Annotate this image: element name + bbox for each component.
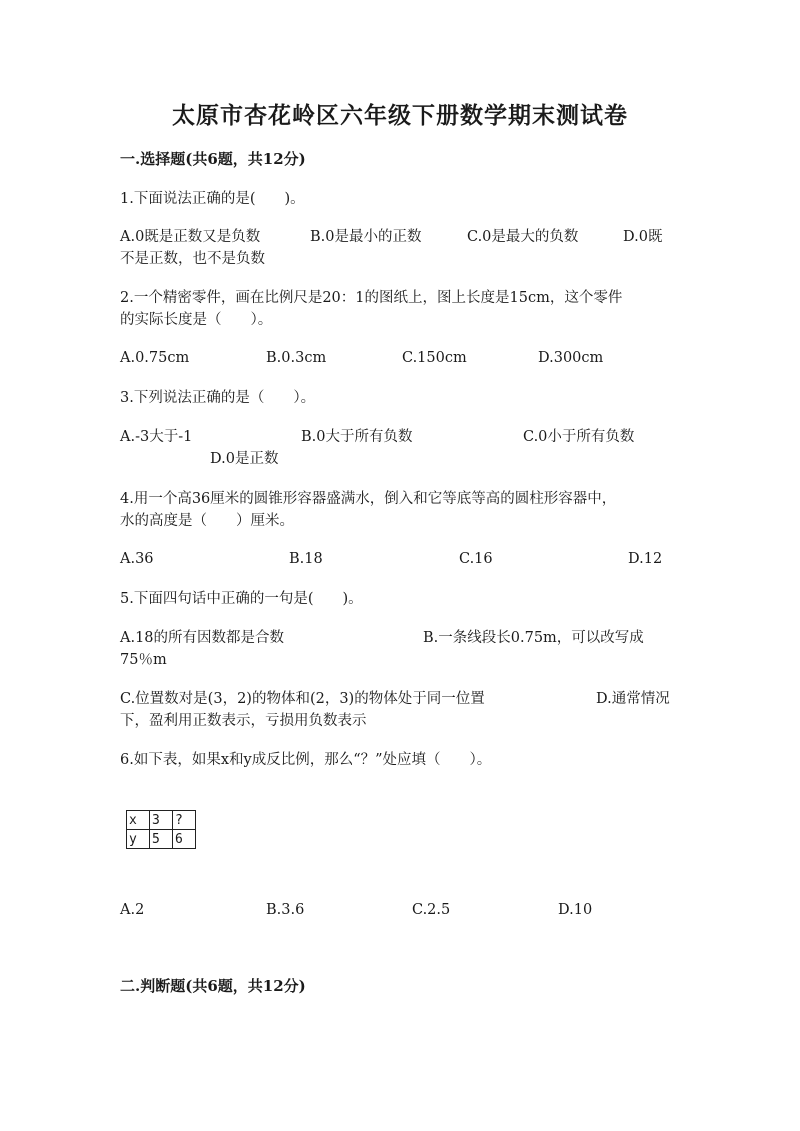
q4-stem-cont: 水的高度是（ ）厘米。 [120,513,294,529]
q3-option-a: A.-3大于-1 [120,429,193,445]
q1-option-d-cont: 不是正数，也不是负数 [120,251,265,267]
q5-option-d-cont: 下，盈利用正数表示，亏损用负数表示 [120,713,367,729]
q1-option-d: D.0既 [623,229,663,245]
q1-option-c: C.0是最大的负数 [467,229,579,245]
q6-stem: 6.如下表，如果x和y成反比例，那么“？”处应填（ ）。 [120,752,492,768]
q1-option-b: B.0是最小的正数 [310,229,422,245]
section1-heading: 一.选择题(共6题，共12分) [120,150,306,168]
q4-option-b: B.18 [289,551,323,567]
q4-option-a: A.36 [120,551,154,567]
table-row [127,830,196,849]
q2-stem: 2.一个精密零件，画在比例尺是20：1的图纸上，图上长度是15cm，这个零件 [120,290,623,306]
q4-stem: 4.用一个高36厘米的圆锥形容器盛满水，倒入和它等底等高的圆柱形容器中， [120,491,617,507]
q3-option-d: D.0是正数 [210,451,279,467]
q6-option-a: A.2 [120,902,145,918]
table-cell: 3 [150,811,173,830]
q5-option-a: A.18的所有因数都是合数 [120,630,285,646]
q2-stem-cont: 的实际长度是（ ）。 [120,312,273,328]
q3-stem: 3.下列说法正确的是（ ）。 [120,390,316,406]
table-cell: ? [173,811,196,830]
table-cell: 5 [150,830,173,849]
q2-option-a: A.0.75cm [120,350,190,366]
q6-option-c: C.2.5 [412,902,451,918]
xy-table [126,810,196,849]
q3-option-c: C.0小于所有负数 [523,429,635,445]
table-cell: 6 [173,830,196,849]
table-cell: x [127,811,150,830]
section2-heading: 二.判断题(共6题，共12分) [120,977,306,995]
q1-stem: 1.下面说法正确的是( )。 [120,191,305,207]
q4-option-c: C.16 [459,551,493,567]
q5-option-d: D.通常情况 [596,691,670,707]
q6-option-b: B.3.6 [266,902,305,918]
q4-option-d: D.12 [628,551,663,567]
page-title: 太原市杏花岭区六年级下册数学期末测试卷 [172,102,628,129]
q6-option-d: D.10 [558,902,593,918]
q3-option-b: B.0大于所有负数 [301,429,413,445]
table-row [127,811,196,830]
q2-option-c: C.150cm [402,350,467,366]
q1-option-a: A.0既是正数又是负数 [120,229,261,245]
q5-stem: 5.下面四句话中正确的一句是( )。 [120,591,363,607]
q5-option-b: B.一条线段长0.75m，可以改写成 [423,630,644,646]
q2-option-d: D.300cm [538,350,604,366]
q5-option-c: C.位置数对是(3，2)的物体和(2，3)的物体处于同一位置 [120,691,485,707]
table-cell: y [127,830,150,849]
q2-option-b: B.0.3cm [266,350,327,366]
q5-option-b-cont: 75％m [120,652,167,668]
